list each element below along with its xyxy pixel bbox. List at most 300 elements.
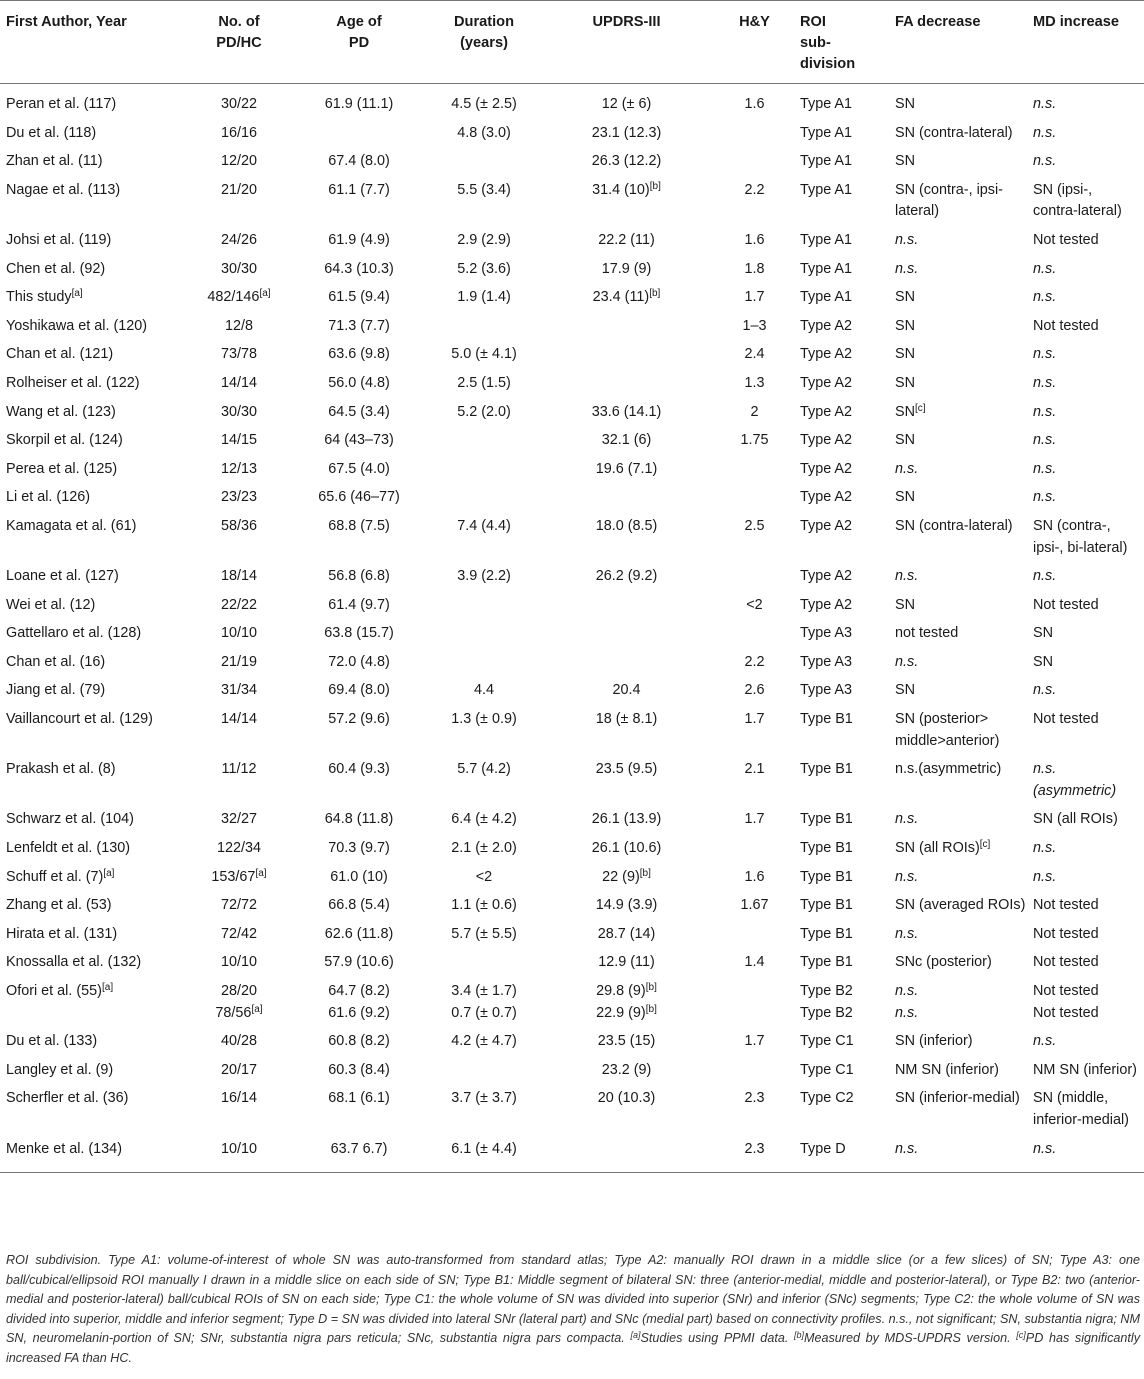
- cell-roi-text: Type A3: [800, 625, 853, 642]
- cell-age-text: 64.8 (11.8): [324, 811, 394, 828]
- cell-md: [1033, 148, 1144, 177]
- cell-sample-size: [184, 1136, 294, 1173]
- cell-duration: [424, 227, 544, 256]
- cell-sample-size-text: 40/28: [220, 1033, 257, 1050]
- cell-md-text: Not tested: [1033, 711, 1099, 728]
- cell-roi-text: Type A2: [800, 317, 853, 334]
- cell-fa: [895, 313, 1033, 342]
- cell-hy-text: 2.1: [744, 761, 765, 778]
- cell-age: [294, 484, 424, 513]
- cell-updrs: [544, 399, 709, 428]
- cell-age: [294, 341, 424, 370]
- cell-hy: [709, 370, 800, 399]
- cell-author: [0, 120, 184, 149]
- cell-md: [1033, 341, 1144, 370]
- cell-fa-text: SN: [895, 289, 915, 306]
- cell-roi-text: Type A2: [800, 432, 853, 449]
- cell-updrs: [544, 677, 709, 706]
- table-row: [0, 592, 1144, 621]
- cell-fa-text: SN: [895, 374, 915, 391]
- cell-updrs-text: 23.5 (9.5): [595, 761, 658, 778]
- cell-fa-text: n.s.: [895, 460, 919, 477]
- cell-updrs-text: 19.6 (7.1): [595, 460, 658, 477]
- table-row: [0, 148, 1144, 177]
- cell-fa-text: SN: [895, 432, 915, 449]
- cell-fa: [895, 256, 1033, 285]
- cell-md: [1033, 592, 1144, 621]
- cell-roi-text: Type A1: [800, 96, 853, 112]
- cell-age: [294, 620, 424, 649]
- cell-sample-size-text: 16/16: [220, 124, 257, 141]
- cell-age: [294, 835, 424, 864]
- cell-duration-text: 1.3 (± 0.9): [451, 711, 517, 728]
- cell-fa-text: SN: [895, 96, 915, 112]
- cell-age: [294, 1028, 424, 1057]
- cell-roi-text: Type A2: [800, 346, 853, 363]
- cell-roi: [800, 256, 895, 285]
- cell-sample-size: [184, 706, 294, 756]
- cell-md: [1033, 1003, 1144, 1029]
- table-row: [0, 921, 1144, 950]
- cell-duration: [424, 864, 544, 893]
- cell-duration: [424, 756, 544, 806]
- cell-fa-text: SN (contra-lateral): [895, 517, 1013, 534]
- cell-duration-text: 5.2 (3.6): [457, 260, 511, 277]
- cell-md: [1033, 864, 1144, 893]
- cell-duration-text: 5.0 (± 4.1): [451, 346, 517, 363]
- cell-sample-size-text: 11/12: [221, 761, 257, 778]
- cell-md: [1033, 806, 1144, 835]
- cell-author: [0, 456, 184, 485]
- cell-roi-text: Type A2: [800, 596, 853, 613]
- cell-hy-text: 1.8: [744, 260, 765, 277]
- cell-hy: [709, 806, 800, 835]
- cell-author-text: Li et al. (126): [6, 489, 90, 506]
- table-row: [0, 649, 1144, 678]
- cell-duration: [424, 892, 544, 921]
- table-row: [0, 84, 1144, 120]
- cell-age-text: 63.7 6.7): [330, 1140, 388, 1157]
- cell-author-text: Peran et al. (117): [6, 96, 117, 112]
- cell-sample-size-text: 23/23: [220, 489, 257, 506]
- footnote-a-text: Studies using PPMI data.: [640, 1331, 789, 1346]
- cell-hy-text: 2: [750, 403, 759, 420]
- cell-age-text: 60.4 (9.3): [328, 761, 390, 778]
- cell-roi: [800, 756, 895, 806]
- cell-author-text: Du et al. (118): [6, 124, 97, 141]
- cell-md: [1033, 284, 1144, 313]
- cell-md: [1033, 563, 1144, 592]
- cell-age-text: 61.9 (4.9): [328, 231, 390, 248]
- cell-author: [0, 256, 184, 285]
- cell-md-text: n.s.: [1033, 124, 1057, 141]
- table-row: [0, 1085, 1144, 1135]
- cell-duration: [424, 120, 544, 149]
- cell-md: [1033, 456, 1144, 485]
- cell-age-text: 63.6 (9.8): [328, 346, 390, 363]
- cell-author-text: Kamagata et al. (61): [6, 517, 137, 534]
- cell-duration: [424, 949, 544, 978]
- cell-author-text: Yoshikawa et al. (120): [6, 317, 148, 334]
- cell-hy: [709, 592, 800, 621]
- cell-author-text: Gattellaro et al. (128): [6, 625, 142, 642]
- cell-updrs-text: 23.1 (12.3): [591, 124, 662, 141]
- cell-sample-size: [184, 864, 294, 893]
- cell-md-text: Not tested: [1033, 897, 1099, 914]
- cell-age-text: 69.4 (8.0): [328, 682, 390, 699]
- cell-age-text: 63.8 (15.7): [324, 625, 394, 642]
- cell-sample-size-text: 10/10: [220, 954, 257, 971]
- cell-md: [1033, 1057, 1144, 1086]
- cell-fa: [895, 427, 1033, 456]
- cell-fa: [895, 456, 1033, 485]
- table-row: [0, 706, 1144, 756]
- cell-author-text: Skorpil et al. (124): [6, 432, 123, 449]
- cell-updrs-text: 31.4 (10): [592, 181, 650, 198]
- table-row: [0, 427, 1144, 456]
- cell-sample-size-superscript: [a]: [255, 867, 267, 879]
- cell-age-text: 61.0 (10): [330, 868, 388, 885]
- cell-md: [1033, 706, 1144, 756]
- cell-updrs-text: 29.8 (9): [596, 983, 646, 999]
- cell-hy: [709, 921, 800, 950]
- table-row: [0, 563, 1144, 592]
- cell-duration: [424, 649, 544, 678]
- cell-roi: [800, 1136, 895, 1173]
- cell-updrs: [544, 484, 709, 513]
- cell-hy-text: 2.2: [744, 181, 765, 198]
- cell-duration-text: 4.5 (± 2.5): [451, 96, 517, 112]
- cell-updrs: [544, 892, 709, 921]
- cell-updrs-text: 17.9 (9): [601, 260, 652, 277]
- cell-author-text: Chen et al. (92): [6, 260, 106, 277]
- cell-updrs-superscript: [b]: [639, 867, 651, 879]
- header-age: Age of PD: [294, 1, 424, 84]
- cell-age-text: 68.1 (6.1): [328, 1090, 390, 1107]
- cell-author: [0, 649, 184, 678]
- cell-md: [1033, 677, 1144, 706]
- cell-roi-text: Type B1: [800, 811, 853, 828]
- cell-fa-text: SN (inferior): [895, 1033, 973, 1050]
- cell-author: [0, 892, 184, 921]
- cell-hy: [709, 1136, 800, 1173]
- header-fa: FA decrease: [895, 1, 1033, 84]
- cell-author-text: Rolheiser et al. (122): [6, 374, 140, 391]
- cell-md-text: NM SN (inferior): [1033, 1061, 1137, 1078]
- cell-hy: [709, 84, 800, 120]
- cell-age: [294, 1057, 424, 1086]
- cell-md: [1033, 892, 1144, 921]
- cell-md-text: n.s.: [1033, 153, 1057, 170]
- cell-age-text: 56.0 (4.8): [328, 374, 390, 391]
- cell-md-text: n.s.: [1033, 432, 1057, 449]
- cell-md: [1033, 1136, 1144, 1173]
- table-row: [0, 256, 1144, 285]
- cell-author-text: Hirata et al. (131): [6, 925, 118, 942]
- cell-roi: [800, 864, 895, 893]
- cell-author-text: Jiang et al. (79): [6, 682, 106, 699]
- footnote-c-mark: [c]: [1016, 1330, 1026, 1341]
- cell-age: [294, 864, 424, 893]
- footnote-b-text: Measured by MDS-UPDRS version.: [804, 1331, 1011, 1346]
- cell-md: [1033, 313, 1144, 342]
- cell-fa: [895, 177, 1033, 227]
- cell-sample-size-text: 31/34: [220, 682, 257, 699]
- cell-fa-text: SN (contra-, ipsi-lateral): [895, 181, 1003, 220]
- cell-hy-text: 1–3: [742, 317, 767, 334]
- cell-age-text: 72.0 (4.8): [328, 653, 390, 670]
- cell-roi: [800, 227, 895, 256]
- cell-roi: [800, 1028, 895, 1057]
- cell-duration: [424, 806, 544, 835]
- cell-updrs-text: 22.9 (9): [596, 1004, 646, 1021]
- cell-sample-size-text: 14/14: [220, 374, 257, 391]
- cell-md-text: SN: [1033, 625, 1053, 642]
- cell-updrs: [544, 284, 709, 313]
- cell-hy: [709, 513, 800, 563]
- cell-sample-size-text: 153/67: [211, 868, 256, 885]
- cell-fa-text: n.s.(asymmetric): [895, 761, 1002, 778]
- cell-sample-size: [184, 892, 294, 921]
- cell-fa: [895, 892, 1033, 921]
- header-first-author: First Author, Year: [0, 1, 184, 84]
- cell-author: [0, 1028, 184, 1057]
- cell-hy: [709, 1085, 800, 1135]
- cell-fa-text: n.s.: [895, 1140, 919, 1157]
- cell-fa-superscript: [c]: [979, 839, 991, 851]
- cell-sample-size-text: 21/19: [220, 653, 257, 670]
- cell-author-text: Wang et al. (123): [6, 403, 116, 420]
- cell-duration-text: 6.4 (± 4.2): [451, 811, 517, 828]
- cell-roi: [800, 592, 895, 621]
- cell-fa-text: SN (contra-lateral): [895, 124, 1013, 141]
- cell-fa: [895, 1028, 1033, 1057]
- cell-fa-text: n.s.: [895, 231, 919, 248]
- cell-age: [294, 256, 424, 285]
- footnote-a-mark: [a]: [630, 1330, 641, 1341]
- cell-md-text: SN (middle, inferior-medial): [1033, 1090, 1129, 1128]
- footnote-b-mark: [b]: [793, 1330, 804, 1341]
- cell-fa-text: SN: [895, 403, 915, 420]
- cell-md: [1033, 921, 1144, 950]
- cell-roi-text: Type B1: [800, 711, 853, 728]
- cell-fa: [895, 706, 1033, 756]
- cell-fa-text: n.s.: [895, 653, 919, 670]
- cell-roi: [800, 835, 895, 864]
- cell-duration: [424, 284, 544, 313]
- cell-hy: [709, 284, 800, 313]
- cell-roi: [800, 456, 895, 485]
- cell-author: [0, 1003, 184, 1029]
- cell-age-text: 68.8 (7.5): [328, 517, 390, 534]
- cell-roi: [800, 284, 895, 313]
- cell-updrs-text: 20 (10.3): [597, 1090, 656, 1107]
- header-roi: ROI sub- division: [800, 1, 895, 84]
- cell-hy-text: 1.7: [744, 711, 765, 728]
- table-row: [0, 399, 1144, 428]
- cell-age: [294, 806, 424, 835]
- cell-author: [0, 620, 184, 649]
- cell-md-text: n.s.: [1033, 568, 1057, 585]
- cell-updrs: [544, 1028, 709, 1057]
- cell-updrs-text: 23.5 (15): [597, 1033, 656, 1050]
- cell-sample-size: [184, 399, 294, 428]
- cell-hy: [709, 864, 800, 893]
- cell-sample-size: [184, 592, 294, 621]
- cell-roi-text: Type A1: [800, 231, 853, 248]
- cell-sample-size: [184, 148, 294, 177]
- cell-author: [0, 284, 184, 313]
- cell-duration-text: 5.2 (2.0): [457, 403, 511, 420]
- cell-age-text: 67.4 (8.0): [328, 153, 390, 170]
- cell-updrs-text: 33.6 (14.1): [591, 403, 662, 420]
- table-row: [0, 370, 1144, 399]
- cell-duration: [424, 592, 544, 621]
- cell-hy-text: 2.3: [744, 1090, 765, 1107]
- cell-md: [1033, 1028, 1144, 1057]
- cell-md: [1033, 84, 1144, 120]
- cell-author-text: Schuff et al. (7): [6, 868, 104, 885]
- cell-duration: [424, 706, 544, 756]
- cell-author: [0, 835, 184, 864]
- cell-md-text: SN (ipsi-, contra-lateral): [1033, 181, 1122, 220]
- table-row: [0, 484, 1144, 513]
- cell-hy-text: 1.75: [740, 432, 769, 449]
- cell-sample-size: [184, 1003, 294, 1029]
- cell-md-text: n.s.: [1033, 489, 1057, 506]
- cell-author-superscript: [a]: [101, 982, 114, 993]
- cell-fa: [895, 84, 1033, 120]
- table-row: [0, 1028, 1144, 1057]
- cell-duration-text: 1.1 (± 0.6): [451, 897, 517, 914]
- cell-roi-text: Type B2: [800, 1004, 853, 1021]
- cell-hy-text: 1.6: [744, 868, 765, 885]
- cell-sample-size-text: 32/27: [220, 811, 257, 828]
- cell-sample-size: [184, 806, 294, 835]
- cell-hy: [709, 978, 800, 1003]
- cell-roi: [800, 177, 895, 227]
- cell-updrs: [544, 370, 709, 399]
- cell-sample-size-text: 12/8: [224, 317, 253, 334]
- cell-author-text: Scherfler et al. (36): [6, 1090, 129, 1107]
- cell-age: [294, 227, 424, 256]
- table-row: [0, 284, 1144, 313]
- cell-sample-size: [184, 620, 294, 649]
- cell-updrs: [544, 256, 709, 285]
- cell-author-text: Chan et al. (16): [6, 653, 106, 670]
- cell-fa: [895, 592, 1033, 621]
- footnote-c-text: PD has significantly increased FA than HC.: [6, 1331, 1140, 1365]
- cell-age-text: 71.3 (7.7): [328, 317, 390, 334]
- cell-author-text: Perea et al. (125): [6, 460, 118, 477]
- cell-updrs: [544, 706, 709, 756]
- cell-fa: [895, 513, 1033, 563]
- cell-sample-size: [184, 1085, 294, 1135]
- cell-roi-text: Type A1: [800, 260, 853, 277]
- cell-age: [294, 1003, 424, 1029]
- cell-updrs-text: 28.7 (14): [597, 925, 656, 942]
- cell-author-text: Zhang et al. (53): [6, 897, 112, 914]
- cell-md-text: Not tested: [1033, 317, 1099, 334]
- cell-fa: [895, 921, 1033, 950]
- cell-roi: [800, 563, 895, 592]
- cell-updrs: [544, 756, 709, 806]
- cell-roi: [800, 1003, 895, 1029]
- cell-hy: [709, 706, 800, 756]
- cell-age-text: 62.6 (11.8): [324, 925, 394, 942]
- header-sample-size: No. of PD/HC: [184, 1, 294, 84]
- cell-updrs: [544, 177, 709, 227]
- cell-sample-size-text: 10/10: [220, 625, 257, 642]
- cell-fa-text: SN (averaged ROIs): [895, 897, 1026, 914]
- cell-updrs-superscript: [b]: [649, 180, 661, 192]
- cell-age-text: 64.5 (3.4): [328, 403, 390, 420]
- cell-md-text: n.s.: [1033, 1140, 1057, 1157]
- cell-fa-text: n.s.: [895, 568, 919, 585]
- cell-hy: [709, 484, 800, 513]
- cell-roi-text: Type B1: [800, 897, 853, 914]
- cell-sample-size-superscript: [a]: [259, 288, 271, 300]
- cell-author-text: Loane et al. (127): [6, 568, 119, 585]
- cell-author: [0, 1136, 184, 1173]
- cell-md: [1033, 177, 1144, 227]
- cell-fa: [895, 370, 1033, 399]
- cell-hy-text: 2.4: [744, 346, 765, 363]
- table-row: [0, 227, 1144, 256]
- cell-md-text: n.s.: [1033, 374, 1057, 391]
- cell-duration-text: 5.7 (4.2): [457, 761, 511, 778]
- cell-sample-size-text: 58/36: [220, 517, 257, 534]
- cell-duration-text: 5.7 (± 5.5): [451, 925, 517, 942]
- cell-hy: [709, 1028, 800, 1057]
- cell-updrs-text: 26.1 (10.6): [591, 840, 662, 857]
- cell-roi-text: Type A2: [800, 489, 853, 506]
- cell-roi-text: Type B2: [800, 983, 853, 999]
- cell-roi-text: Type A3: [800, 653, 853, 670]
- cell-author-text: Knossalla et al. (132): [6, 954, 142, 971]
- cell-sample-size: [184, 120, 294, 149]
- cell-md-text: SN (all ROIs): [1033, 811, 1118, 828]
- cell-updrs-text: 12 (± 6): [601, 96, 652, 112]
- cell-roi: [800, 370, 895, 399]
- cell-updrs-text: 20.4: [612, 682, 641, 699]
- cell-md-text: SN (contra-, ipsi-, bi-lateral): [1033, 517, 1128, 556]
- cell-md-text: n.s.: [1033, 96, 1057, 112]
- cell-roi-text: Type A1: [800, 289, 853, 306]
- cell-md-text: Not tested: [1033, 925, 1099, 942]
- cell-fa: [895, 563, 1033, 592]
- cell-updrs-text: 22 (9): [602, 868, 640, 885]
- cell-author-text: This study: [6, 289, 72, 306]
- cell-sample-size: [184, 313, 294, 342]
- cell-updrs: [544, 341, 709, 370]
- cell-sample-size: [184, 227, 294, 256]
- cell-age-text: 70.3 (9.7): [328, 840, 390, 857]
- cell-age-text: 66.8 (5.4): [328, 897, 390, 914]
- cell-updrs: [544, 921, 709, 950]
- cell-sample-size: [184, 256, 294, 285]
- cell-author: [0, 148, 184, 177]
- cell-roi-text: Type A2: [800, 568, 853, 585]
- cell-md-text: n.s.: [1033, 682, 1057, 699]
- cell-author-text: Du et al. (133): [6, 1033, 98, 1050]
- cell-duration-text: 3.4 (± 1.7): [451, 983, 517, 999]
- table-header: [0, 1, 1144, 84]
- cell-fa: [895, 806, 1033, 835]
- cell-updrs-text: 14.9 (3.9): [595, 897, 658, 914]
- cell-md: [1033, 256, 1144, 285]
- cell-duration-text: 4.8 (3.0): [457, 124, 511, 141]
